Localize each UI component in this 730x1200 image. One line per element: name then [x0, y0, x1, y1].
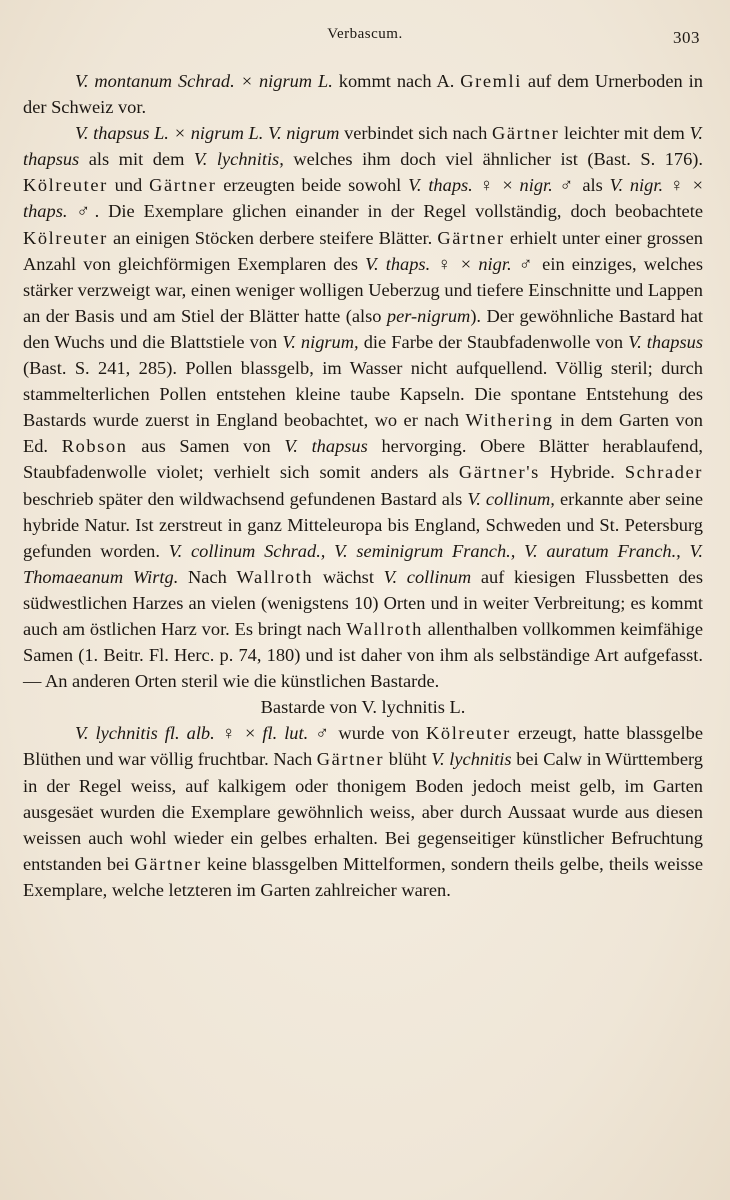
text-run: ♀ ×: [430, 253, 479, 274]
text-run: Nach: [178, 566, 237, 587]
author-name: Robson: [61, 436, 128, 457]
text-run: welches ihm doch viel ähnlicher ist (Bast. S. 176).: [283, 149, 703, 170]
species-name: V. thapsus: [23, 123, 703, 170]
text-run: Hybride.: [539, 462, 625, 483]
text-run: hervorging. Obere Blätter herablaufend, Staubfadenwolle violet; verhielt sich somit anders als: [23, 436, 704, 483]
author-name: Schrader: [624, 462, 703, 483]
species-name: V. lychnitis,: [193, 149, 284, 170]
text-run: ♂ als: [552, 175, 610, 196]
section-heading: Bastarde von V. lychnitis L.: [260, 697, 466, 718]
author-name: Kölreuter: [23, 227, 108, 248]
text-run: und: [107, 175, 150, 196]
text-run: ♀ ×: [472, 175, 520, 196]
species-name: V. thaps.: [408, 175, 473, 196]
author-name: Kölreuter: [426, 723, 511, 744]
species-name: V. nigr.: [609, 175, 664, 196]
text-run: ♀ ×: [663, 175, 704, 196]
text-run: die Farbe der Staubfadenwolle von: [358, 331, 629, 352]
author-name: Withering: [465, 410, 554, 431]
text-run: blüht: [384, 749, 432, 770]
species-name: V. montanum Schrad.: [75, 71, 241, 91]
text-run: bei Calw in Württemberg in der Regel weiss, auf kalkigem oder thonigem Boden jedoch meist gelb, im Garten ausgesäet wurden die Exemplare gewöhnlich weiss, aber durch Aussaat wurde aus diesen weissen auch wohl wieder ein gelbes erhalten. Bei gegenseitiger künstlicher Befruchtung entstanden bei: [23, 749, 703, 874]
species-name: V. collinum: [383, 566, 472, 587]
page-header: [0, 26, 730, 52]
text-run: keine blassgelben Mittelformen, sondern theils gelbe, theils weisse Exemplare, welche letzteren im Garten zahlreicher waren.: [23, 853, 703, 900]
species-name: V. collinum,: [467, 488, 555, 509]
author-name: Gärtner's: [458, 462, 540, 483]
text-run: verbindet sich nach: [339, 123, 492, 144]
text-run: kommt nach A.: [332, 71, 461, 91]
text-run: aus Samen von: [127, 436, 285, 457]
page-number: 303: [673, 28, 700, 47]
text-run: leichter mit dem: [559, 123, 690, 144]
species-name: V. thapsus: [628, 331, 703, 352]
paragraph-lychnitis-hybrid: [23, 720, 703, 903]
species-name: V. lychnitis: [431, 749, 512, 770]
text-run: ♂ wurde von: [308, 723, 427, 744]
text-run: (Bast. S. 241, 285). Pollen blassgelb, im Wasser nicht aufquellend. Völlig steril; durch stammelterlichen Pollen entstehen kleine taube Kapseln. Die spontane Entstehung des Bastards wurde zuerst in England beobachtet, wo er nach: [23, 358, 703, 431]
text-run: ♂. Die Exemplare glichen einander in der Regel vollständig, doch beobachtete: [67, 201, 703, 222]
author-name: Gärtner: [134, 853, 202, 874]
text-run: erzeugt, hatte blassgelbe Blüthen und war völlig fruchtbar. Nach: [23, 723, 703, 770]
text-run: wächst: [313, 566, 384, 587]
text-run: ♂ ein einziges, welches stärker verzweigt war, einen weniger wolligen Ueberzug und tiefere Einschnitte und Lappen an der Basis und am Stiel der Blätter hatte (also: [23, 253, 704, 326]
author-name: Wallroth: [346, 618, 423, 639]
text-run: erkannte aber seine hybride Natur. Ist zerstreut in ganz Mitteleuropa bis England, Schweden und St. Petersburg gefunden worden.: [23, 488, 703, 561]
paragraph-thapsus-nigrum-hybrid: [23, 120, 703, 694]
author-name: Gärtner: [316, 749, 385, 770]
species-name: V. nigrum,: [282, 331, 359, 352]
species-name: V. thaps.: [365, 253, 431, 274]
species-name: × nigrum L.: [240, 71, 333, 91]
author-name: Wallroth: [236, 566, 314, 587]
text-run: erzeugten beide sowohl: [216, 175, 409, 196]
text-run: als mit dem: [79, 149, 194, 170]
species-name: nigr.: [478, 253, 512, 274]
author-name: Gremli: [460, 71, 522, 91]
author-name: Gärtner: [437, 227, 505, 248]
species-name: nigr.: [519, 175, 553, 196]
species-name: V. thapsus L. × nigrum L.: [75, 123, 264, 144]
text-run: auf kiesigen Flussbetten des südwestlichen Harzes an vielen (wenigstens 10) Orten und in weiter Verbreitung; es kommt auch am östlichen Harz vor. Es bringt nach: [23, 566, 703, 639]
text-run: allenthalben vollkommen keimfähige Samen (1. Beitr. Fl. Herc. p. 74, 180) und ist daher von ihm als selbständige Art aufgefasst. — An anderen Orten steril wie die künstlichen Bastarde.: [23, 618, 703, 692]
text-run: beschrieb später den wildwachsend gefundenen Bastard als: [23, 488, 468, 509]
species-name: V. lychnitis fl. alb.: [75, 723, 215, 744]
running-title: Verbascum.: [327, 26, 403, 42]
author-name: Gärtner: [149, 175, 217, 196]
species-name: V. nigrum: [268, 123, 340, 144]
text-run: auf dem Urnerboden in der Schweiz vor.: [23, 71, 703, 118]
text-run: an einigen Stöcken derbere steifere Blätter.: [107, 227, 438, 248]
paragraph-montanum-hybrid: [23, 68, 703, 120]
author-name: Gärtner: [491, 123, 560, 144]
text-run: ). Der gewöhnliche Bastard hat den Wuchs und die Blattstiele von: [23, 305, 703, 352]
species-name: fl. lut.: [262, 723, 309, 744]
text-run: erhielt unter einer grossen Anzahl von gleichförmigen Exemplaren des: [23, 227, 703, 274]
species-name: per-nigrum: [386, 305, 471, 326]
text-run: ♀ ×: [214, 723, 263, 744]
species-name: V. thapsus: [284, 436, 368, 457]
species-name: thaps.: [23, 201, 68, 222]
text-run: in dem Garten von Ed.: [23, 410, 703, 457]
species-name: V. collinum Schrad., V. seminigrum Franch., V. auratum Franch., V. Thomaeanum Wirtg.: [23, 540, 704, 587]
body-text: [23, 68, 703, 903]
author-name: Kölreuter: [23, 175, 108, 196]
